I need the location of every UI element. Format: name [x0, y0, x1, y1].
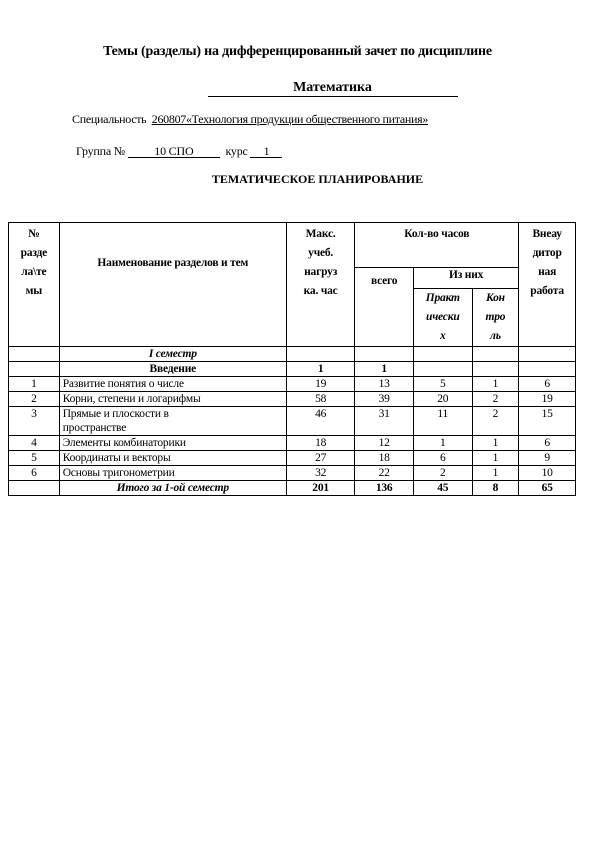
plan-title: ТЕМАТИЧЕСКОЕ ПЛАНИРОВАНИЕ	[211, 172, 424, 186]
row-name: Прямые и плоскости в пространстве	[59, 407, 286, 436]
row-name: Развитие понятия о числе	[59, 377, 286, 392]
row-max: 32	[286, 466, 354, 481]
total-practical: 45	[413, 481, 472, 496]
semester-label: I семестр	[59, 347, 286, 362]
row-name: Основы тригонометрии	[59, 466, 286, 481]
total-control: 8	[472, 481, 519, 496]
table-row	[9, 466, 576, 481]
intro-row	[9, 362, 576, 377]
row-practical: 2	[413, 466, 472, 481]
course-label: курс	[225, 144, 248, 158]
row-no: 3	[9, 407, 60, 436]
row-total: 13	[355, 377, 414, 392]
intro-max: 1	[286, 362, 354, 377]
row-name: Координаты и векторы	[59, 451, 286, 466]
row-max: 58	[286, 392, 354, 407]
row-no: 2	[9, 392, 60, 407]
intro-name: Введение	[59, 362, 286, 377]
row-total: 22	[355, 466, 414, 481]
row-total: 39	[355, 392, 414, 407]
thematic-plan-table	[8, 222, 576, 496]
total-external: 65	[519, 481, 576, 496]
row-practical: 5	[413, 377, 472, 392]
total-row	[9, 481, 576, 496]
row-no: 1	[9, 377, 60, 392]
table-row	[9, 377, 576, 392]
row-practical: 6	[413, 451, 472, 466]
row-total: 12	[355, 436, 414, 451]
total-max: 201	[286, 481, 354, 496]
total-total: 136	[355, 481, 414, 496]
row-no: 4	[9, 436, 60, 451]
group-label: Группа №	[76, 144, 126, 158]
row-no: 5	[9, 451, 60, 466]
total-label: Итого за 1-ой семестр	[59, 481, 286, 496]
specialty-value: 260807«Технология продукции общественного питания»	[151, 112, 429, 126]
table-row	[9, 451, 576, 466]
row-external: 6	[519, 377, 576, 392]
table-row	[9, 392, 576, 407]
row-control: 2	[472, 392, 519, 407]
row-name: Элементы комбинаторики	[59, 436, 286, 451]
header-control: Кон тро ль	[472, 289, 519, 347]
row-practical: 1	[413, 436, 472, 451]
row-control: 1	[472, 436, 519, 451]
row-total: 31	[355, 407, 414, 436]
course-value: 1	[250, 145, 282, 158]
document-title: Темы (разделы) на дифференцированный зачет по дисциплине	[103, 44, 492, 59]
row-control: 1	[472, 466, 519, 481]
header-practical: Практ ически х	[413, 289, 472, 347]
group-value: 10 СПО	[128, 145, 220, 158]
table-row	[9, 407, 576, 436]
row-practical: 20	[413, 392, 472, 407]
row-external: 19	[519, 392, 576, 407]
header-section-name: Наименование разделов и тем	[59, 223, 286, 347]
row-max: 18	[286, 436, 354, 451]
row-no: 6	[9, 466, 60, 481]
row-name: Корни, степени и логарифмы	[59, 392, 286, 407]
row-external: 9	[519, 451, 576, 466]
row-control: 1	[472, 377, 519, 392]
semester-row	[9, 347, 576, 362]
row-external: 15	[519, 407, 576, 436]
row-max: 27	[286, 451, 354, 466]
row-max: 46	[286, 407, 354, 436]
header-hours: Кол-во часов	[355, 223, 519, 268]
subject-name: Математика	[208, 80, 458, 97]
row-total: 18	[355, 451, 414, 466]
specialty-line	[72, 112, 428, 127]
header-section-no: № разде ла\те мы	[9, 223, 60, 347]
intro-total: 1	[355, 362, 414, 377]
row-external: 10	[519, 466, 576, 481]
header-total: всего	[355, 268, 414, 347]
row-control: 2	[472, 407, 519, 436]
row-max: 19	[286, 377, 354, 392]
row-external: 6	[519, 436, 576, 451]
header-max-load: Макс. учеб. нагруз ка. час	[286, 223, 354, 347]
table-row	[9, 436, 576, 451]
specialty-label: Специальность	[72, 112, 147, 126]
row-control: 1	[472, 451, 519, 466]
header-external-work: Внеау дитор ная работа	[519, 223, 576, 347]
subject-line	[0, 80, 595, 97]
row-practical: 11	[413, 407, 472, 436]
header-of-them: Из них	[413, 268, 518, 289]
header-row-1	[9, 223, 576, 268]
group-line	[76, 144, 282, 159]
